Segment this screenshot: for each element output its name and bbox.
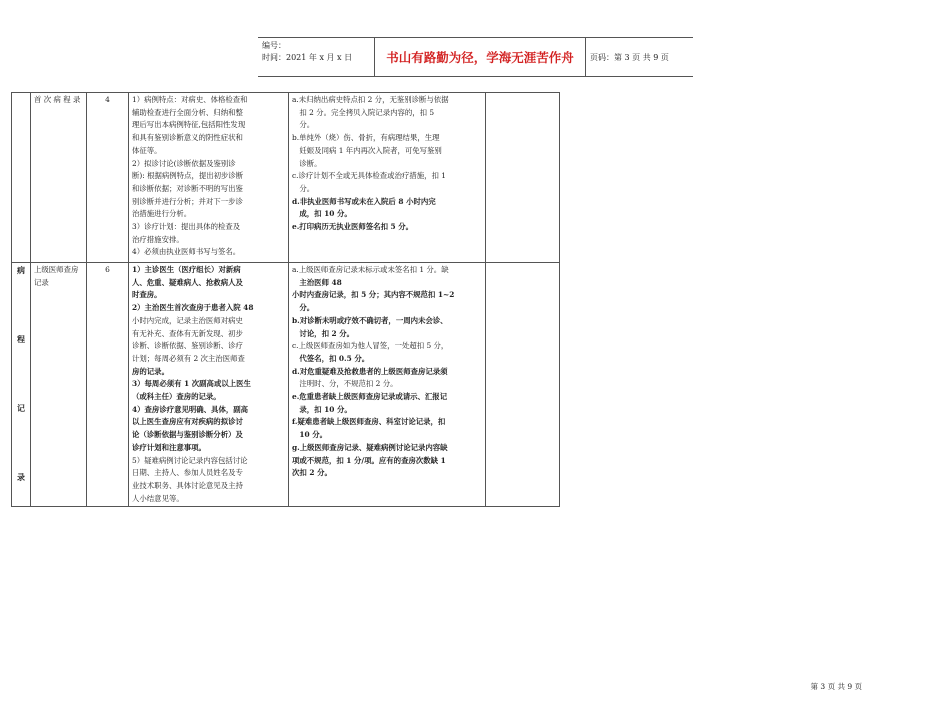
requirement-line: 1）主诊医生（医疗组长）对新病 (132, 265, 241, 274)
requirement-line: 计划；每周必须有 2 次主治医师查 (132, 353, 245, 363)
requirement-line: 人、危重、疑难病人、抢救病人及 (132, 277, 243, 287)
document-number-label: 编号： (262, 41, 286, 50)
header-meta (258, 38, 374, 76)
requirement-line: 治疗措施安排。 (132, 234, 184, 244)
deduction-line: 分。 (292, 183, 315, 193)
deduction-line: c.上级医师查房如为他人冒签，一处超扣 5 分， (292, 341, 449, 351)
deduction-line: 次扣 2 分。 (292, 468, 332, 478)
category-char: 病 (17, 265, 25, 275)
deduction-line: 代签名，扣 0.5 分。 (292, 353, 370, 363)
deduction-line: d.非执业医师书写或未在入院后 8 小时内完 (292, 196, 436, 206)
requirement-line: 别诊断并进行分析；并对下一步诊 (132, 196, 243, 206)
deduction-line: 扣 2 分。完全拷贝入院记录内容的，扣 5 (292, 107, 435, 117)
requirement-line: 2）拟诊讨论(诊断依据及鉴别诊 (132, 158, 236, 168)
category-char: 记 (17, 403, 25, 414)
score-cell: 4 (87, 93, 129, 263)
deduction-line: 妊娠及同病 1 年内再次入院者，可免写鉴别 (292, 145, 442, 155)
category-cell-empty (12, 93, 31, 263)
requirement-line: 2）主治医生首次查房于患者入院 48 (132, 303, 254, 313)
requirement-line: 3）诊疗计划：提出具体的检查及 (132, 222, 241, 232)
requirement-line: 诊疗计划和注意事项。 (132, 442, 206, 452)
requirement-line: 以上医生查房应有对疾病的拟诊讨 (132, 417, 243, 427)
requirement-line: 时查房。 (132, 290, 162, 300)
requirement-line: 5）疑难病例讨论记录内容包括讨论 (132, 455, 248, 465)
requirement-line: 和具有鉴别诊断意义的阴性症状和 (132, 133, 243, 143)
deduction-line: 诊断。 (292, 158, 322, 168)
requirements-cell (129, 263, 289, 507)
deduction-line: f.疑难患者缺上级医师查房、科室讨论记录，扣 (292, 417, 446, 427)
requirement-line: 诊断、诊断依据、鉴别诊断、诊疗 (132, 341, 243, 351)
requirement-line: 1）病例特点：对病史、体格检查和 (132, 95, 248, 104)
requirement-line: 论（诊断依据与鉴别诊断分析）及 (132, 430, 243, 440)
deduction-line: e.打印病历无执业医师签名扣 5 分。 (292, 222, 414, 232)
deduction-line: b.单纯外（烧）伤、骨折，有病理结果，生理 (292, 133, 440, 143)
requirement-line: 治措施进行分析。 (132, 209, 192, 219)
deduction-line: d.对危重疑难及抢救患者的上级医师查房记录须 (292, 366, 448, 376)
table-row (12, 263, 560, 507)
remarks-cell (486, 93, 560, 263)
category-char: 录 (17, 472, 25, 483)
deductions-cell (289, 93, 486, 263)
deduction-line: e.危重患者缺上级医师查房记录或请示、汇报记 (292, 392, 448, 402)
requirement-line: 理后写出本病例特征,包括阳性发现 (132, 120, 246, 130)
deduction-line: a.未归纳出病史特点扣 2 分，无鉴别诊断与依据 (292, 95, 449, 104)
scoring-table (11, 92, 560, 507)
deduction-line: 注明时、分，不规范扣 2 分。 (292, 379, 398, 389)
deduction-line: 讨论，扣 2 分。 (292, 328, 355, 338)
page-header (258, 37, 693, 77)
item-name-cell: 上级医师查房记录 (31, 263, 87, 507)
requirement-line: 3）每周必须有 1 次副高或以上医生 (132, 379, 251, 389)
deduction-line: g.上级医师查房记录、疑难病例讨论记录内容缺 (292, 442, 448, 452)
requirement-line: 4）必须由执业医师书写与签名。 (132, 247, 241, 257)
deduction-line: 分。 (292, 303, 315, 313)
table-row (12, 93, 560, 263)
deduction-line: b.对诊断未明或疗效不确切者，一周内未会诊、 (292, 315, 448, 325)
remarks-cell (486, 263, 560, 507)
score-cell: 6 (87, 263, 129, 507)
deduction-line: 分。 (292, 120, 315, 130)
footer-page-number: 第 3 页 共 9 页 (810, 682, 862, 691)
deduction-line: 主治医师 48 (292, 277, 342, 287)
requirement-line: 断): 根据病例特点，提出初步诊断 (132, 171, 244, 181)
requirement-line: 体征等。 (132, 145, 162, 155)
requirement-line: （或科主任）查房的记录。 (132, 392, 221, 402)
deduction-line: 项或不规范，扣 1 分/项。应有的查房次数缺 1 (292, 455, 446, 465)
requirement-line: 有无补充、查体有无新发现、初步 (132, 328, 243, 338)
deduction-line: c.诊疗计划不全或无具体检查或治疗措施，扣 1 (292, 171, 446, 181)
header-page-number: 页码：第 3 页 共 9 页 (590, 52, 669, 62)
requirement-line: 4）查房诊疗意见明确、具体，副高 (132, 404, 249, 414)
requirement-line: 和诊断依据；对诊断不明的写出鉴 (132, 183, 243, 193)
item-name-cell: 首 次 病 程 录 (31, 93, 87, 263)
requirement-line: 日期、主持人、参加人员姓名及专 (132, 468, 243, 478)
requirements-cell (129, 93, 289, 263)
header-slogan: 书山有路勤为径，学海无涯苦作舟 (374, 38, 586, 76)
deduction-line: a.上级医师查房记录未标示或未签名扣 1 分。缺 (292, 265, 449, 274)
category-char: 程 (17, 334, 25, 345)
requirement-line: 人小结意见等。 (132, 493, 184, 503)
document-date: 时间：2021 年 x 月 x 日 (262, 53, 353, 62)
requirement-line: 辅助检查进行全面分析、归纳和整 (132, 107, 243, 117)
category-cell (12, 263, 31, 507)
deduction-line: 10 分。 (292, 430, 328, 440)
requirement-line: 业技术职务、具体讨论意见及主持 (132, 480, 243, 490)
requirement-line: 房的记录。 (132, 366, 169, 376)
deduction-line: 小时内查房记录，扣 5 分；其内容不规范扣 1~2 (292, 290, 455, 300)
deduction-line: 成，扣 10 分。 (292, 209, 352, 219)
deduction-line: 录，扣 10 分。 (292, 404, 352, 414)
requirement-line: 小时内完成，记录主治医师对病史 (132, 315, 243, 325)
deductions-cell (289, 263, 486, 507)
